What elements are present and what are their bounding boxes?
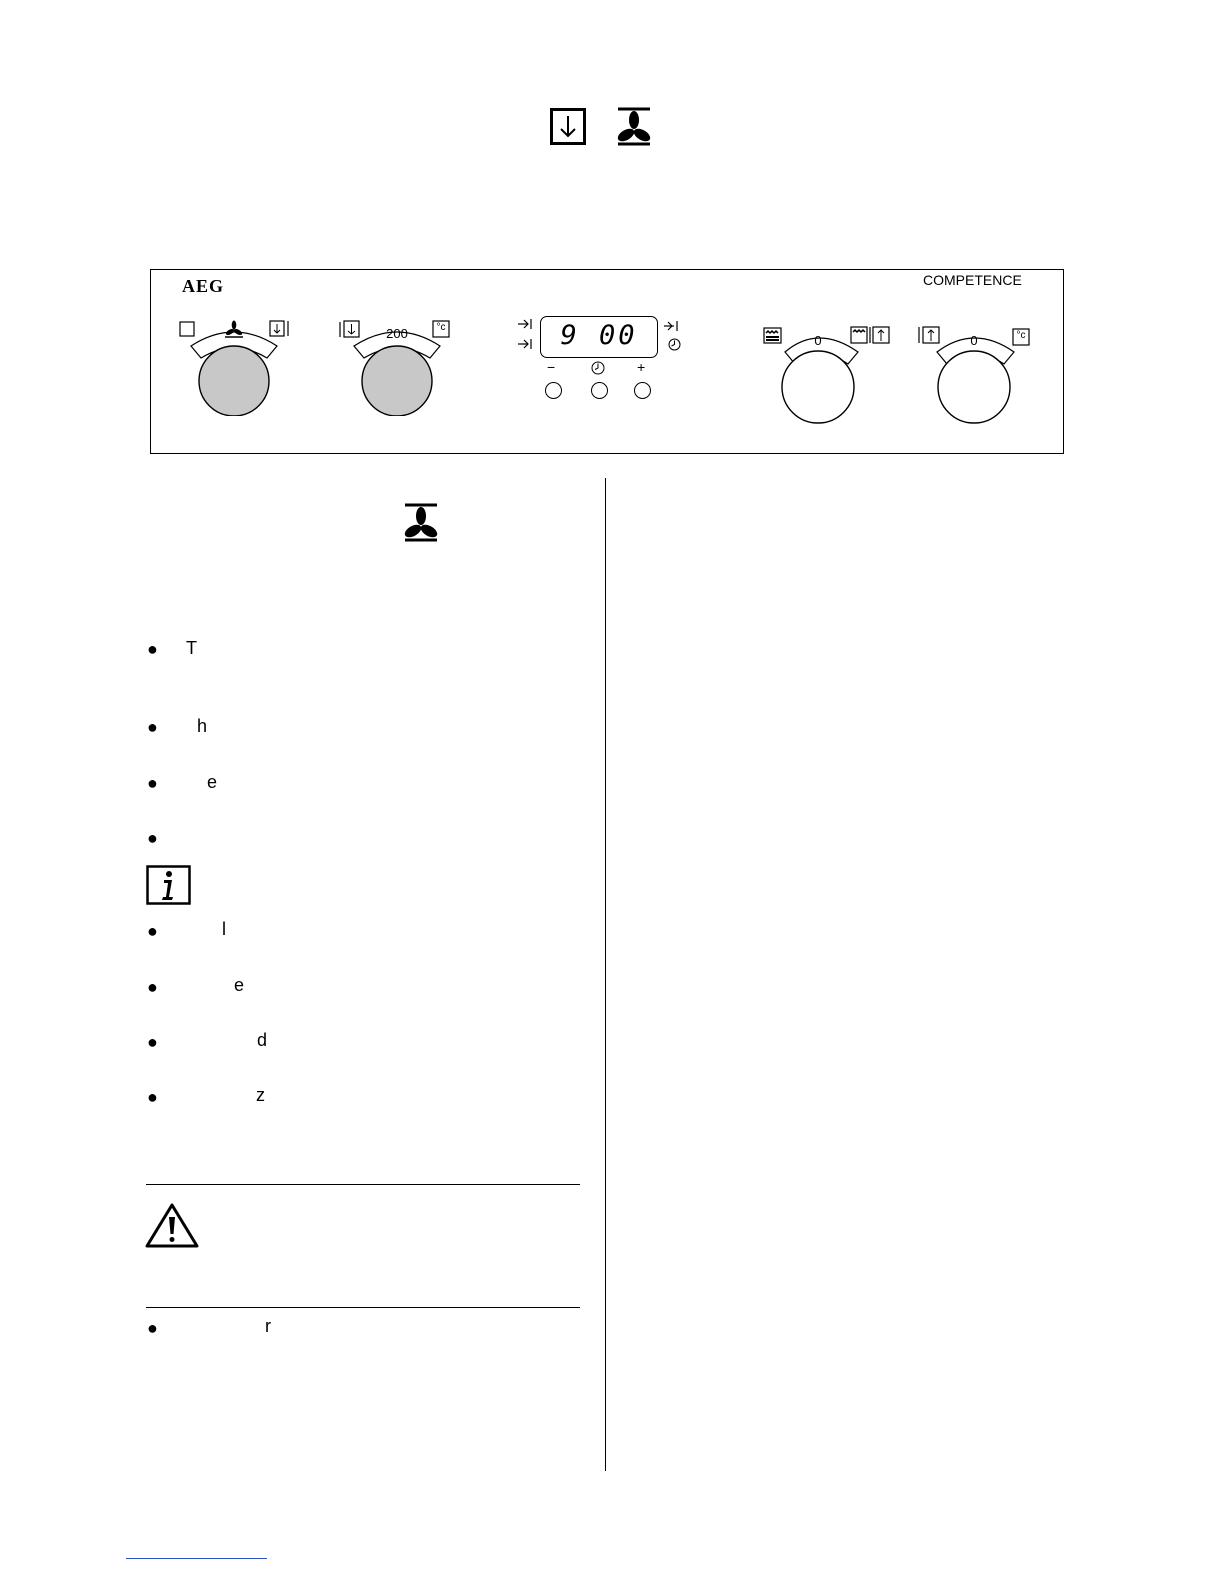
list-item: r: [265, 1316, 271, 1336]
top-heat-icon: [919, 327, 939, 343]
clock-icon: [591, 361, 605, 375]
hotplate-right-value: 0: [970, 333, 978, 348]
celsius-label: °c: [1016, 330, 1026, 341]
bullet-dot: ●: [147, 1318, 158, 1338]
bottom-heat-icon: [270, 321, 288, 336]
fan-icon: [403, 503, 439, 543]
clock-time: 9 00: [560, 320, 638, 351]
fan-icon: [616, 107, 652, 147]
bottom-heat-icon: [340, 321, 359, 337]
clock-display: [540, 316, 658, 358]
plus-button[interactable]: [634, 382, 651, 399]
hotplate-knob-right[interactable]: [917, 322, 1052, 427]
warning-bottom-rule: [146, 1307, 580, 1308]
bottom-heat-icon: [550, 108, 586, 145]
list-item: z: [256, 1085, 265, 1105]
bullet-dot: ●: [147, 977, 158, 997]
minus-label: −: [547, 359, 556, 375]
bullet-dot: ●: [147, 773, 158, 793]
bullet-dot: ●: [147, 921, 158, 941]
warning-icon: [145, 1202, 199, 1249]
end-time-icon: [663, 320, 679, 332]
hotplate-knob-left[interactable]: [763, 322, 898, 427]
list-item: T: [186, 638, 197, 658]
oven-function-knob[interactable]: [179, 316, 299, 416]
column-divider: [605, 478, 606, 1471]
hotplate-icon: [851, 327, 889, 343]
hotplate-icon: [764, 328, 781, 343]
list-item: h: [197, 716, 208, 736]
bullet-dot: ●: [147, 1032, 158, 1052]
temperature-value: 200: [386, 326, 408, 341]
list-item: l: [222, 919, 226, 939]
clock-icon: [668, 338, 681, 351]
celsius-label: °c: [436, 322, 446, 333]
list-item: d: [257, 1030, 268, 1050]
clock-button[interactable]: [591, 382, 608, 399]
info-icon: [146, 865, 191, 905]
model-name: COMPETENCE: [923, 272, 1022, 288]
list-item: e: [207, 772, 218, 792]
bullet-dot: ●: [147, 717, 158, 737]
bullet-dot: ●: [147, 639, 158, 659]
plus-label: +: [637, 359, 646, 375]
warning-top-rule: [146, 1184, 580, 1185]
hotplate-left-value: 0: [814, 333, 822, 348]
temperature-knob[interactable]: [337, 316, 457, 416]
footer-link[interactable]: [126, 1558, 267, 1559]
minus-button[interactable]: [545, 382, 562, 399]
oven-control-panel: [150, 269, 1064, 454]
bullet-dot: ●: [147, 828, 158, 848]
list-item: e: [234, 975, 245, 995]
bullet-dot: ●: [147, 1087, 158, 1107]
brand-logo: AEG: [182, 276, 225, 296]
start-time-icon: [517, 338, 533, 350]
cook-time-icon: [517, 318, 533, 330]
